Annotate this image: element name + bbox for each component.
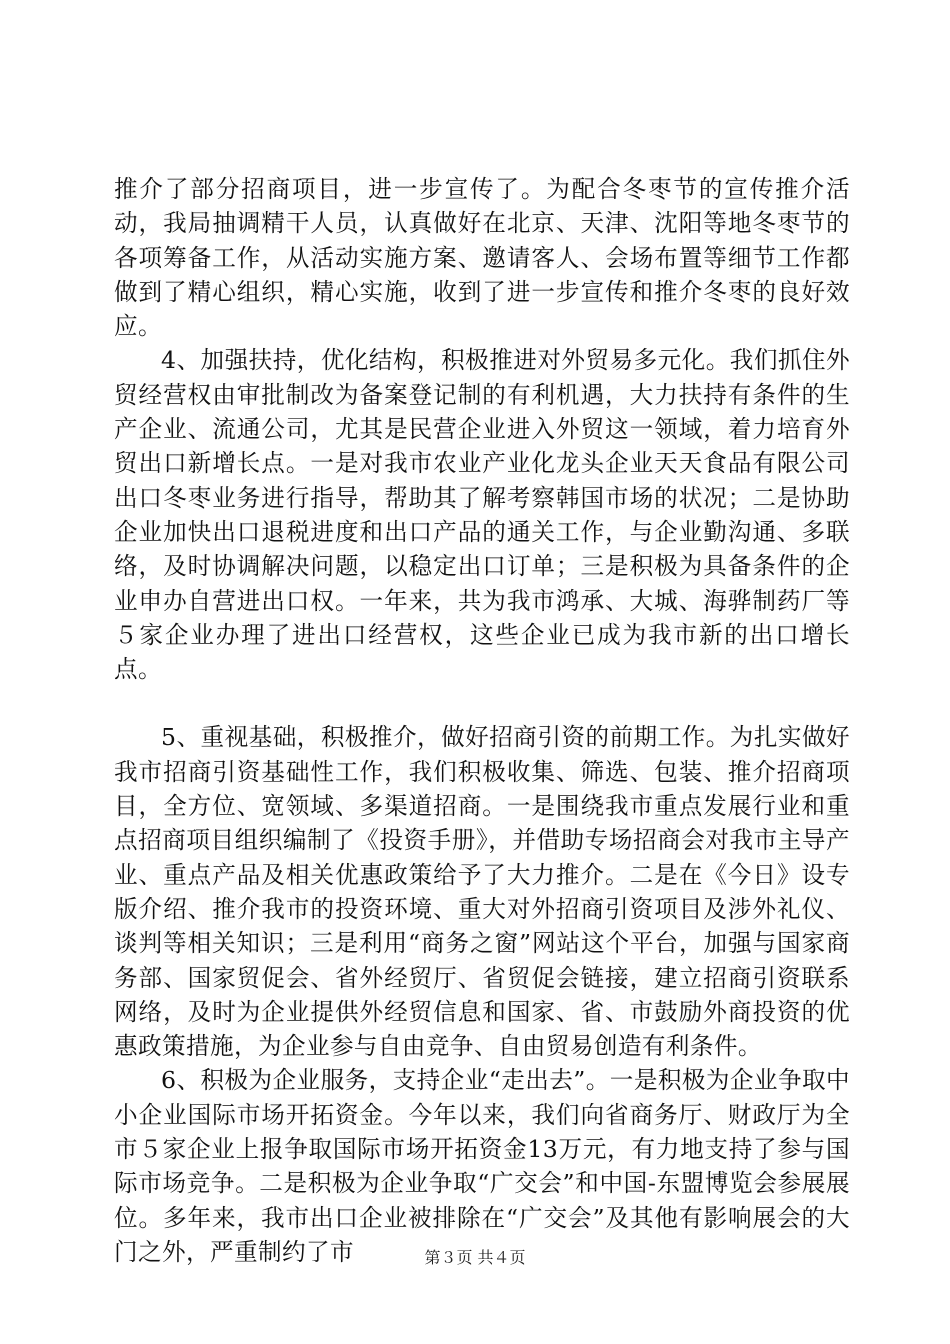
page-number-footer: 第３页 共４页 [424, 1248, 526, 1267]
paragraph-item-6: 6、积极为企业服务，支持企业“走出去”。一是积极为企业争取中小企业国际市场开拓资金。今年以来，我们向省商务厅、财政厅为全市５家企业上报争取国际市场开拓资金13万元，有力地支持了参与国际市场竞争。二是积极为企业争取“广交会”和中国-东盟博览会参展展位。多年来，我市出口企业被排除在“广交会”及其他有影响展会的大门之外，严重制约了市 [114, 1066, 850, 1266]
paragraph-item-4: 4、加强扶持，优化结构，积极推进对外贸易多元化。我们抓住外贸经营权由审批制改为备案登记制的有利机遇，大力扶持有条件的生产企业、流通公司，尤其是民营企业进入外贸这一领域，着力培育外贸出口新增长点。一是对我市农业产业化龙头企业天天食品有限公司出口冬枣业务进行指导，帮助其了解考察韩国市场的状况；二是协助企业加快出口退税进度和出口产品的通关工作，与企业勤沟通、多联络，及时协调解决问题，以稳定出口订单；三是积极为具备条件的企业申办自营进出口权。一年来，共为我市鸿承、大城、海骅制药厂等５家企业办理了进出口经营权，这些企业已成为我市新的出口增长点。 [114, 346, 850, 684]
document-body [114, 172, 850, 1269]
paragraph-continued: 推介了部分招商项目，进一步宣传了。为配合冬枣节的宣传推介活动，我局抽调精干人员，认真做好在北京、天津、沈阳等地冬枣节的各项筹备工作，从活动实施方案、邀请客人、会场布置等细节工作都做到了精心组织，精心实施，收到了进一步宣传和推介冬枣的良好效应。 [114, 175, 850, 341]
paragraph-item-5: 5、重视基础，积极推介，做好招商引资的前期工作。为扎实做好我市招商引资基础性工作，我们积极收集、筛选、包装、推介招商项目，全方位、宽领域、多渠道招商。一是围绕我市重点发展行业和重点招商项目组织编制了《投资手册》，并借助专场招商会对我市主导产业、重点产品及相关优惠政策给予了大力推介。二是在《今日》设专版介绍、推介我市的投资环境、重大对外招商引资项目及涉外礼仪、谈判等相关知识；三是利用“商务之窗”网站这个平台，加强与国家商务部、国家贸促会、省外经贸厅、省贸促会链接，建立招商引资联系网络，及时为企业提供外经贸信息和国家、省、市鼓励外商投资的优惠政策措施，为企业参与自由竞争、自由贸易创造有利条件。 [114, 723, 850, 1061]
